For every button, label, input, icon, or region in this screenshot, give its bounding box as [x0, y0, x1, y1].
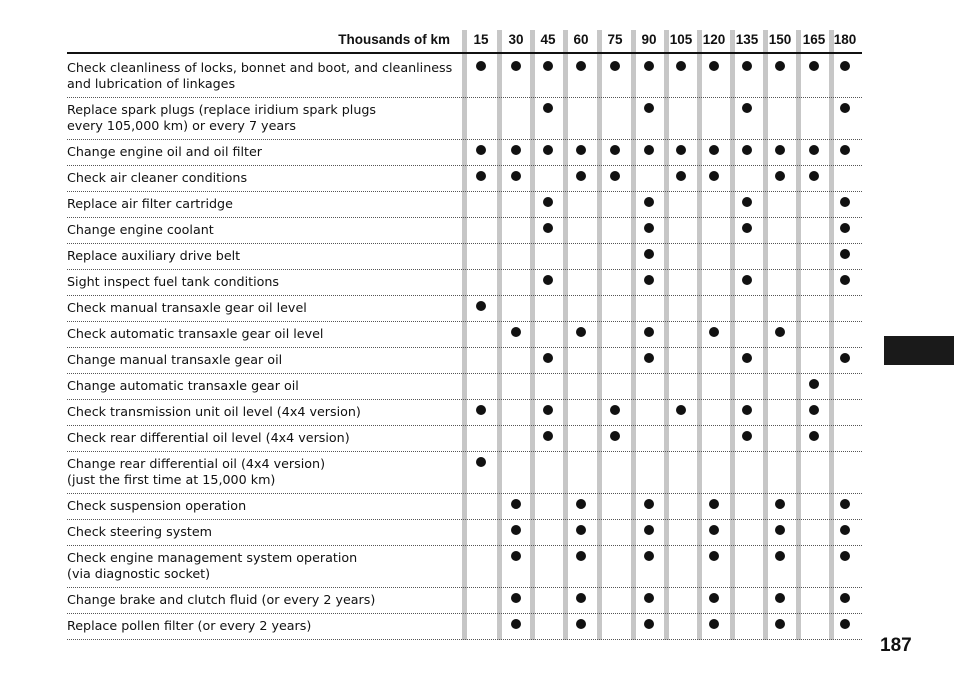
- service-dot: [742, 197, 752, 207]
- service-dot: [543, 275, 553, 285]
- row-label: [67, 248, 457, 264]
- service-dot: [476, 171, 486, 181]
- service-dot: [644, 103, 654, 113]
- service-dot: [840, 551, 850, 561]
- service-dot: [840, 61, 850, 71]
- service-dot: [576, 171, 586, 181]
- service-dot: [840, 145, 850, 155]
- row-label: [67, 102, 457, 134]
- row-label: [67, 144, 457, 160]
- row-label-line: Replace air filter cartridge: [67, 196, 233, 211]
- service-dot: [576, 61, 586, 71]
- table-row: [67, 56, 862, 98]
- service-dot: [511, 327, 521, 337]
- service-dot: [476, 457, 486, 467]
- service-dot: [576, 619, 586, 629]
- row-label-line: Check automatic transaxle gear oil level: [67, 326, 324, 341]
- row-label-line: Sight inspect fuel tank conditions: [67, 274, 280, 289]
- service-dot: [676, 405, 686, 415]
- row-label: [67, 274, 457, 290]
- service-dot: [840, 525, 850, 535]
- service-dot: [644, 525, 654, 535]
- service-dot: [775, 551, 785, 561]
- table-row: [67, 452, 862, 494]
- section-tab: [884, 336, 954, 365]
- row-label-line: Check air cleaner conditions: [67, 170, 248, 185]
- column-header: 90: [641, 32, 657, 47]
- column-header: 60: [573, 32, 589, 47]
- row-label: [67, 170, 457, 186]
- column-header: 150: [768, 32, 792, 47]
- service-dot: [775, 145, 785, 155]
- column-header: 135: [735, 32, 759, 47]
- row-label: [67, 618, 457, 634]
- table-row: [67, 218, 862, 244]
- service-dot: [511, 171, 521, 181]
- service-dot: [543, 61, 553, 71]
- service-dot: [543, 103, 553, 113]
- row-label-line: every 105,000 km) or every 7 years: [67, 118, 296, 133]
- row-label-line: Replace pollen filter (or every 2 years): [67, 618, 312, 633]
- service-dot: [610, 61, 620, 71]
- service-dot: [840, 197, 850, 207]
- service-dot: [644, 61, 654, 71]
- service-dot: [644, 249, 654, 259]
- row-label-line: Change manual transaxle gear oil: [67, 352, 283, 367]
- column-header: 15: [473, 32, 489, 47]
- row-label-line: Change engine coolant: [67, 222, 214, 237]
- table-row: [67, 520, 862, 546]
- service-dot: [576, 593, 586, 603]
- service-dot: [775, 327, 785, 337]
- row-label: [67, 550, 457, 582]
- table-row: [67, 614, 862, 640]
- row-label-line: and lubrication of linkages: [67, 76, 236, 91]
- row-label: [67, 222, 457, 238]
- service-dot: [840, 353, 850, 363]
- column-header: 180: [833, 32, 857, 47]
- table-row: [67, 546, 862, 588]
- service-dot: [610, 405, 620, 415]
- service-dot: [742, 61, 752, 71]
- table-row: [67, 192, 862, 218]
- row-label: [67, 300, 457, 316]
- service-dot: [576, 327, 586, 337]
- service-dot: [476, 405, 486, 415]
- service-dot: [511, 525, 521, 535]
- service-dot: [676, 61, 686, 71]
- service-dot: [840, 223, 850, 233]
- service-dot: [576, 551, 586, 561]
- table-row: [67, 374, 862, 400]
- service-dot: [543, 223, 553, 233]
- row-label-line: Check cleanliness of locks, bonnet and boot, and cleanliness: [67, 60, 453, 75]
- service-dot: [809, 431, 819, 441]
- service-dot: [840, 593, 850, 603]
- service-dot: [709, 551, 719, 561]
- service-dot: [709, 593, 719, 603]
- row-label-line: Check steering system: [67, 524, 212, 539]
- row-label-line: (via diagnostic socket): [67, 566, 211, 581]
- service-dot: [809, 61, 819, 71]
- row-label-line: Change rear differential oil (4x4 version): [67, 456, 326, 471]
- service-dot: [709, 61, 719, 71]
- column-header: 105: [669, 32, 693, 47]
- row-label-line: Change brake and clutch fluid (or every 2 years): [67, 592, 376, 607]
- row-label-line: Check manual transaxle gear oil level: [67, 300, 307, 315]
- service-dot: [742, 145, 752, 155]
- service-dot: [543, 431, 553, 441]
- service-dot: [775, 61, 785, 71]
- row-label: [67, 352, 457, 368]
- service-dot: [840, 249, 850, 259]
- row-label: [67, 326, 457, 342]
- service-dot: [511, 145, 521, 155]
- column-header: 120: [702, 32, 726, 47]
- service-dot: [511, 551, 521, 561]
- table-row: [67, 322, 862, 348]
- row-label: [67, 430, 457, 446]
- service-dot: [809, 171, 819, 181]
- column-header: 165: [802, 32, 826, 47]
- table-row: [67, 166, 862, 192]
- header-rule: [67, 52, 862, 54]
- header-label: Thousands of km: [338, 32, 450, 47]
- row-label-line: (just the first time at 15,000 km): [67, 472, 276, 487]
- service-dot: [840, 499, 850, 509]
- row-label-line: Change engine oil and oil filter: [67, 144, 263, 159]
- service-dot: [840, 275, 850, 285]
- service-dot: [511, 593, 521, 603]
- service-dot: [742, 353, 752, 363]
- service-dot: [610, 431, 620, 441]
- service-dot: [742, 405, 752, 415]
- service-dot: [644, 353, 654, 363]
- table-row: [67, 588, 862, 614]
- service-dot: [644, 551, 654, 561]
- service-dot: [742, 275, 752, 285]
- table-row: [67, 494, 862, 520]
- service-dot: [676, 171, 686, 181]
- page-number: 187: [880, 635, 912, 656]
- service-dot: [576, 145, 586, 155]
- service-dot: [511, 499, 521, 509]
- service-dot: [644, 223, 654, 233]
- table-row: [67, 426, 862, 452]
- service-dot: [644, 619, 654, 629]
- row-label: [67, 196, 457, 212]
- service-dot: [476, 301, 486, 311]
- column-header: 30: [508, 32, 524, 47]
- service-dot: [543, 197, 553, 207]
- service-dot: [840, 619, 850, 629]
- row-label-line: Change automatic transaxle gear oil: [67, 378, 299, 393]
- column-header: 75: [607, 32, 623, 47]
- service-dot: [709, 171, 719, 181]
- table-row: [67, 400, 862, 426]
- service-dot: [576, 499, 586, 509]
- row-label-line: Check engine management system operation: [67, 550, 358, 565]
- row-label: [67, 60, 457, 92]
- row-label: [67, 404, 457, 420]
- service-dot: [511, 61, 521, 71]
- column-header: 45: [540, 32, 556, 47]
- service-dot: [840, 103, 850, 113]
- row-label: [67, 524, 457, 540]
- row-label: [67, 592, 457, 608]
- table-row: [67, 348, 862, 374]
- service-dot: [809, 145, 819, 155]
- service-dot: [709, 619, 719, 629]
- service-dot: [676, 145, 686, 155]
- table-row: [67, 140, 862, 166]
- service-dot: [543, 145, 553, 155]
- service-dot: [543, 353, 553, 363]
- service-dot: [742, 223, 752, 233]
- service-dot: [644, 593, 654, 603]
- service-dot: [775, 499, 785, 509]
- service-dot: [742, 103, 752, 113]
- service-dot: [742, 431, 752, 441]
- service-dot: [775, 619, 785, 629]
- service-dot: [511, 619, 521, 629]
- service-dot: [644, 145, 654, 155]
- service-dot: [644, 327, 654, 337]
- service-dot: [775, 171, 785, 181]
- service-dot: [809, 405, 819, 415]
- service-dot: [610, 145, 620, 155]
- service-dot: [543, 405, 553, 415]
- service-dot: [775, 525, 785, 535]
- row-label: [67, 498, 457, 514]
- service-dot: [576, 525, 586, 535]
- row-label-line: Replace spark plugs (replace iridium spark plugs: [67, 102, 377, 117]
- service-dot: [709, 499, 719, 509]
- row-label: [67, 378, 457, 394]
- service-dot: [644, 499, 654, 509]
- row-label-line: Check suspension operation: [67, 498, 247, 513]
- row-label: [67, 456, 457, 488]
- service-dot: [809, 379, 819, 389]
- service-dot: [644, 197, 654, 207]
- table-row: [67, 244, 862, 270]
- service-dot: [709, 327, 719, 337]
- service-dot: [610, 171, 620, 181]
- row-label-line: Replace auxiliary drive belt: [67, 248, 241, 263]
- service-dot: [476, 145, 486, 155]
- service-dot: [476, 61, 486, 71]
- table-row: [67, 296, 862, 322]
- service-dot: [709, 145, 719, 155]
- service-dot: [709, 525, 719, 535]
- row-label-line: Check rear differential oil level (4x4 version): [67, 430, 350, 445]
- service-dot: [644, 275, 654, 285]
- row-label-line: Check transmission unit oil level (4x4 version): [67, 404, 361, 419]
- table-row: [67, 270, 862, 296]
- service-dot: [775, 593, 785, 603]
- table-row: [67, 98, 862, 140]
